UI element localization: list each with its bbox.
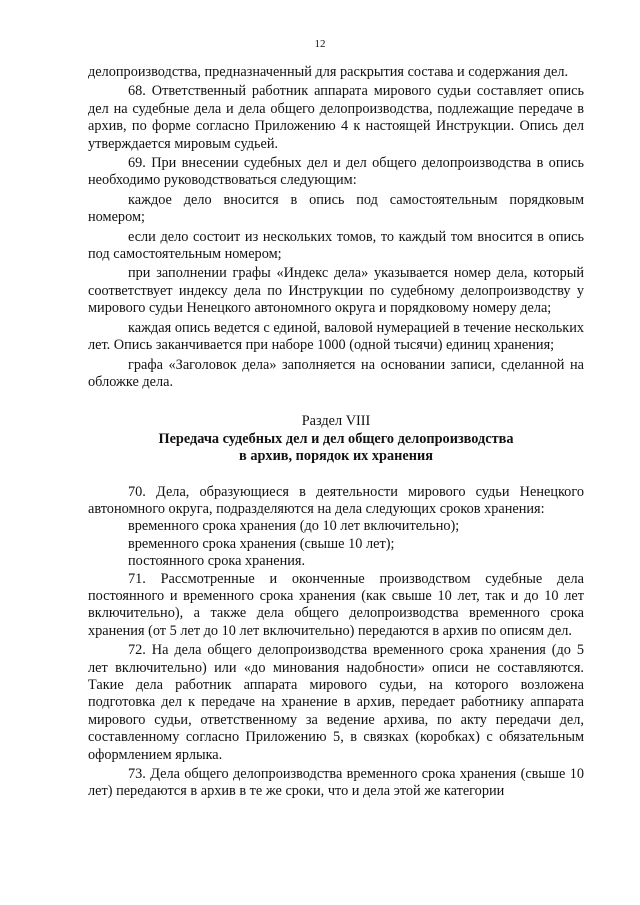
paragraphs-top [88, 64, 584, 391]
list-item: постоянного срока хранения. [128, 553, 306, 570]
section-label: Раздел VIII [301, 413, 371, 430]
paragraphs-bottom [88, 484, 584, 801]
paragraph-72: 72. На дела общего делопроизводства временного срока хранения (до 5 лет включительно) или «до минования надобности» описи не составляются. Такие дела работник аппарата мирового судьи, на которого возложена подготовка дел к передаче на хранение в архив, передает работнику аппарата мирового судьи, ответственному за ведение архива, по акту передачи дел, составленному согласно Приложению 5, в связках (коробках) с обязательным оформлением ярлыка. [88, 642, 584, 763]
list-item: каждое дело вносится в опись под самостоятельным порядковым номером; [88, 191, 584, 226]
list-item: каждая опись ведется с единой, валовой нумерацией в течение нескольких лет. Опись заканчивается при наборе 1000 (одной тысячи) единиц хранения; [88, 319, 584, 354]
document-body [88, 64, 584, 801]
page-number: 12 [314, 38, 326, 50]
list-item: временного срока хранения (до 10 лет включительно); [128, 518, 460, 535]
section-title-line-2: в архив, порядок их хранения [239, 448, 433, 465]
list-item: временного срока хранения (свыше 10 лет); [128, 535, 395, 552]
list-item: если дело состоит из нескольких томов, то каждый том вносится в опись под самостоятельным номером; [88, 228, 584, 263]
section-heading [88, 413, 584, 465]
paragraph-68: 68. Ответственный работник аппарата мирового судьи составляет опись дел на судебные дела и дела общего делопроизводства, подлежащие передаче в архив, по форме согласно Приложению 4 к настоящей Инструкции. Опись дел утверждается мировым судьей. [88, 83, 584, 152]
paragraph-71: 71. Рассмотренные и оконченные производством судебные дела постоянного и временного срока хранения (как свыше 10 лет, так и до 10 лет включительно), а также дела общего делопроизводства временного срока хранения (от 5 лет до 10 лет включительно) передаются в архив по описям дел. [88, 570, 584, 639]
paragraph-69: 69. При внесении судебных дел и дел общего делопроизводства в опись необходимо руководствоваться следующим: [88, 155, 584, 189]
section-title-line-1: Передача судебных дел и дел общего делопроизводства [158, 430, 514, 447]
paragraph-73: 73. Дела общего делопроизводства временного срока хранения (свыше 10 лет) передаются в архив в те же сроки, что и дела этой же категории [88, 766, 584, 800]
list-item: графа «Заголовок дела» заполняется на основании записи, сделанной на обложке дела. [88, 356, 584, 390]
paragraph-70: 70. Дела, образующиеся в деятельности мирового судьи Ненецкого автономного округа, подразделяются на дела следующих сроков хранения: [88, 483, 584, 517]
list-item: при заполнении графы «Индекс дела» указывается номер дела, который соответствует индексу дела по Инструкции по судебному делопроизводству у мирового судьи Ненецкого автономного округа и порядковому номеру дела; [88, 265, 584, 317]
paragraph: делопроизводства, предназначенный для раскрытия состава и содержания дел. [88, 64, 569, 80]
